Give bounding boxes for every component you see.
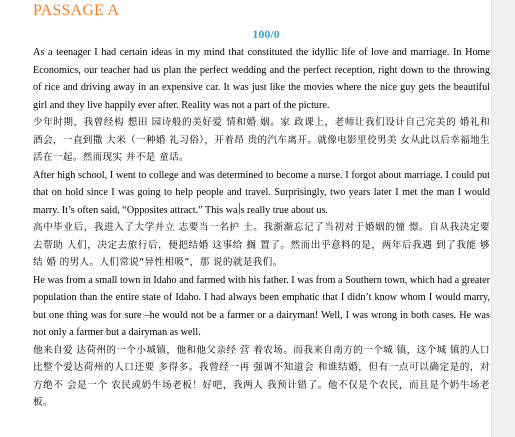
- passage-title: PASSAGE A: [33, 2, 120, 19]
- text-cursor: [239, 203, 240, 214]
- paragraph-zh-1[interactable]: 少年时期，我曾经构 想田 园诗般的美好爱 情和婚 姻。家 政课上，老师让我们设计自己完美的 婚礼和酒会，一直到撒 大米（一种婚 礼习俗），开着昂 贵的汽车离开。就像电影里佼男美 女从此以后幸福地生活在一起。然而现实 并不是 童话。: [33, 117, 490, 163]
- paragraph-en-2-text-before: After high school, I went to college and was determined to become a nurse. I forgot about marriage. I could put that on hold since I was going to help people and travel. Surprisingly, two years later I met the man I would marry. It’s often said, “Opposites attract.” This wa: [33, 169, 490, 216]
- paragraph-en-3[interactable]: He was from a small town in Idaho and farmed with his father. I was from a Southern town, which had a greater population than the entire state of Idaho. I had always been emphatic that I didn’t know whom I would marry, but one thing was for sure –he would not be a farmer or a dairyman! Well, I was wrong in both cases. He was not only a farmer but a dairyman as well.: [33, 274, 490, 338]
- paragraph-en-1[interactable]: As a teenager I had certain ideas in my mind that constituted the idyllic life of love and marriage. In Home Economics, our teacher had us plan the perfect wedding and the perfect reception, right down to the throwing of rice and driving away in an expensive car. It was just like the movies where the nice guy gets the beautiful girl and they live happily ever after. Reality was not a part of the picture.: [33, 47, 490, 111]
- score-label: 100/0: [252, 27, 280, 41]
- paragraph-en-2-text-after: s really true about us.: [240, 204, 328, 216]
- passage-body[interactable]: [33, 44, 490, 412]
- paragraph-zh-3[interactable]: 他来自爱 达荷州的一个小城镇，他和他父亲经 营 着农场。而我来自南方的一个城 镇，这个城 镇的人口比整个爱达荷州的人口还要 多得多。我曾经一再 强调不知道会 和谁结婚，但有一点可以确定是的，对方绝不 会是一个 农民或奶牛场老板！好吧，我两人 我预计错了。他不仅是个农民，而且是个奶牛场老板。: [33, 344, 490, 408]
- side-panel: [491, 0, 515, 437]
- paragraph-zh-2[interactable]: 高中毕业后，我进入了大学并立 志要当一名护 士。我渐渐忘记了当初对于婚姻的憧 憬。自从我决定要去帮助 人们，决定去旅行后，便把结婚 这事给 搁 置了。然而出乎意料的是，两年后我遇 到了我能 够结 婚 的男人。人们常说“异性相吸”，那 说的就是我们。: [33, 222, 490, 268]
- paragraph-en-2[interactable]: [33, 167, 490, 220]
